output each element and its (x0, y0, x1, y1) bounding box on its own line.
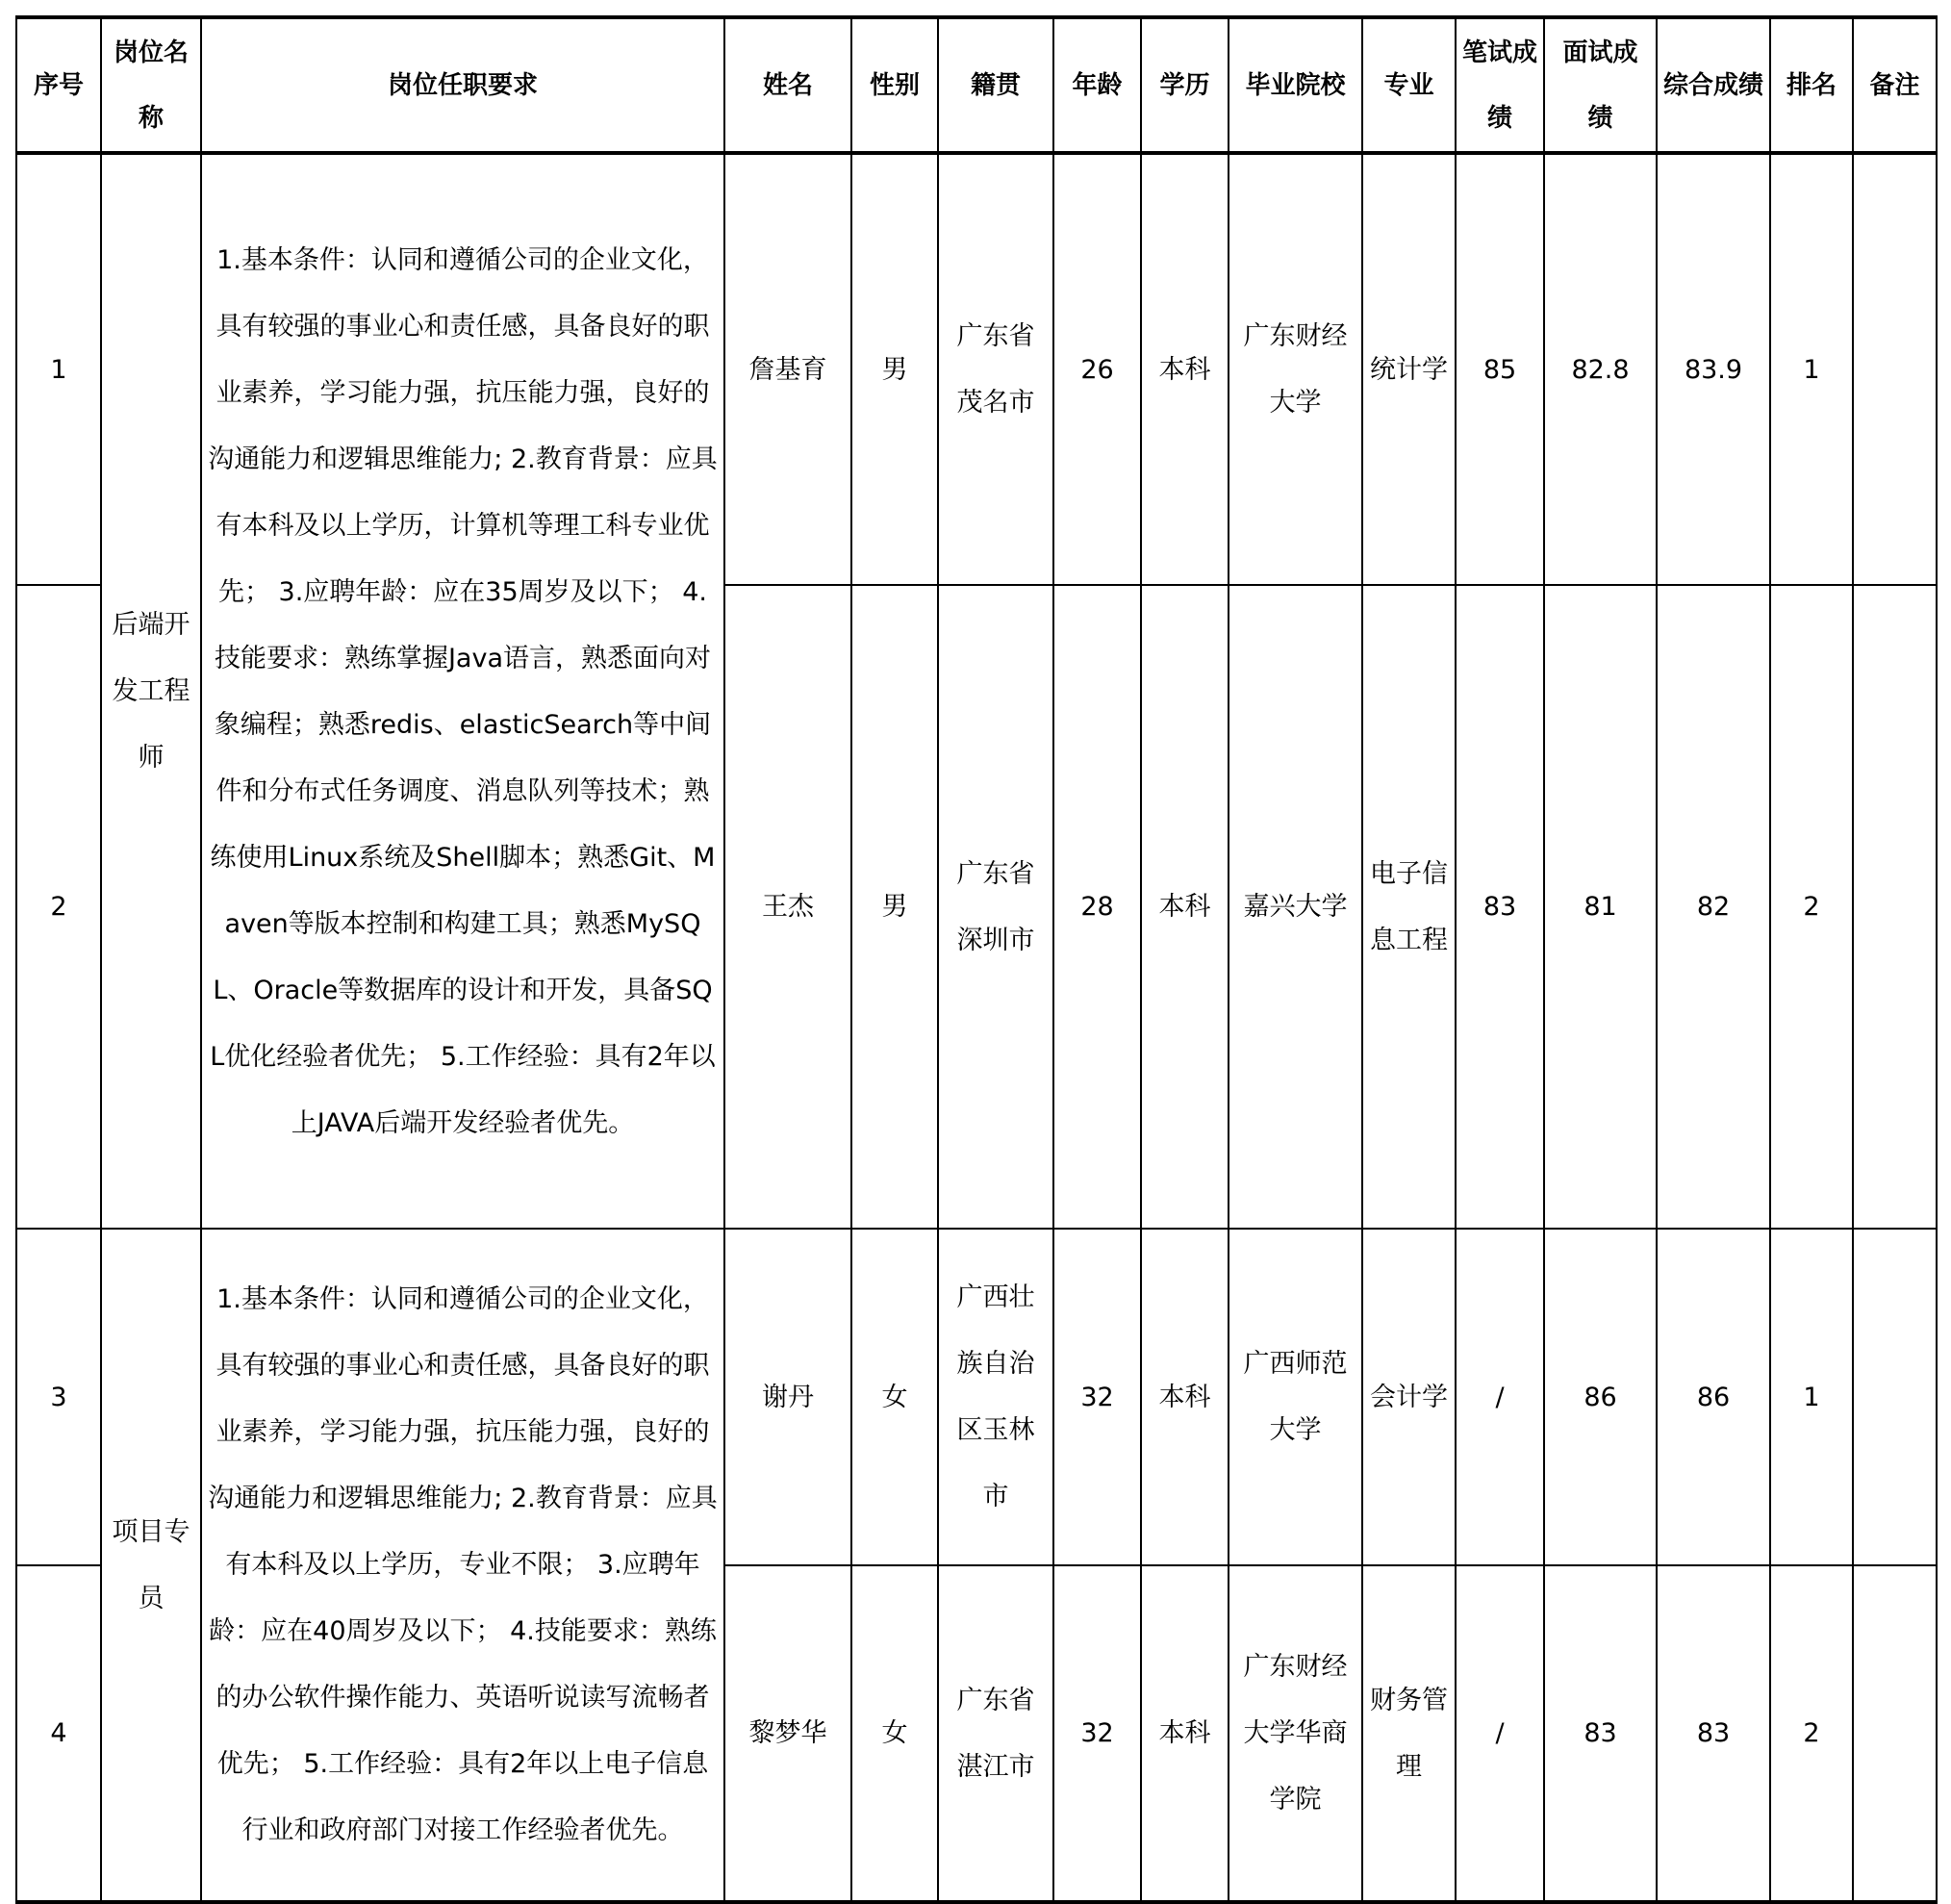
cell-remark (1853, 1565, 1937, 1902)
header-age: 年龄 (1053, 17, 1141, 153)
cell-origin: 广东省湛江市 (938, 1565, 1053, 1902)
cell-requirements: 1.基本条件：认同和遵循公司的企业文化，具有较强的事业心和责任感，具备良好的职业素养，学习能力强，抗压能力强，良好的沟通能力和逻辑思维能力; 2.教育背景：应具有本科及以上学历，专业不限； 3.应聘年龄：应在40周岁及以下； 4.技能要求：熟练的办公软件操作能力、英语听说读写流畅者优先； 5.工作经验：具有2年以上电子信息行业和政府部门对接工作经验者优先。 (201, 1229, 724, 1902)
cell-position: 项目专员 (101, 1229, 201, 1902)
cell-remark (1853, 1229, 1937, 1565)
cell-rank: 2 (1770, 585, 1853, 1229)
cell-rank: 1 (1770, 153, 1853, 585)
cell-interview-score: 81 (1544, 585, 1657, 1229)
cell-education: 本科 (1141, 1229, 1229, 1565)
cell-name: 詹基育 (724, 153, 851, 585)
header-seq: 序号 (16, 17, 101, 153)
candidate-score-table (15, 15, 1938, 1904)
cell-total-score: 86 (1657, 1229, 1770, 1565)
cell-written-score: 85 (1456, 153, 1544, 585)
cell-age: 32 (1053, 1565, 1141, 1902)
cell-remark (1853, 153, 1937, 585)
cell-total-score: 83.9 (1657, 153, 1770, 585)
cell-seq: 2 (16, 585, 101, 1229)
header-requirements: 岗位任职要求 (201, 17, 724, 153)
cell-interview-score: 82.8 (1544, 153, 1657, 585)
header-major: 专业 (1362, 17, 1456, 153)
header-rank: 排名 (1770, 17, 1853, 153)
cell-interview-score: 86 (1544, 1229, 1657, 1565)
cell-rank: 1 (1770, 1229, 1853, 1565)
header-name: 姓名 (724, 17, 851, 153)
cell-written-score: / (1456, 1565, 1544, 1902)
cell-school: 广西师范大学 (1229, 1229, 1362, 1565)
header-remark: 备注 (1853, 17, 1937, 153)
cell-origin: 广西壮族自治区玉林市 (938, 1229, 1053, 1565)
header-gender: 性别 (851, 17, 938, 153)
cell-age: 26 (1053, 153, 1141, 585)
cell-gender: 男 (851, 153, 938, 585)
cell-seq: 3 (16, 1229, 101, 1565)
cell-rank: 2 (1770, 1565, 1853, 1902)
cell-name: 王杰 (724, 585, 851, 1229)
table-row (16, 1229, 1937, 1565)
cell-major: 会计学 (1362, 1229, 1456, 1565)
cell-seq: 4 (16, 1565, 101, 1902)
header-education: 学历 (1141, 17, 1229, 153)
cell-education: 本科 (1141, 1565, 1229, 1902)
cell-written-score: / (1456, 1229, 1544, 1565)
header-position: 岗位名称 (101, 17, 201, 153)
cell-age: 32 (1053, 1229, 1141, 1565)
cell-total-score: 83 (1657, 1565, 1770, 1902)
cell-position: 后端开发工程师 (101, 153, 201, 1229)
header-interview-score: 面试成绩 (1544, 17, 1657, 153)
cell-origin: 广东省深圳市 (938, 585, 1053, 1229)
cell-seq: 1 (16, 153, 101, 585)
header-total-score: 综合成绩 (1657, 17, 1770, 153)
table-row (16, 153, 1937, 585)
cell-school: 广东财经大学华商学院 (1229, 1565, 1362, 1902)
cell-education: 本科 (1141, 153, 1229, 585)
cell-remark (1853, 585, 1937, 1229)
cell-major: 电子信息工程 (1362, 585, 1456, 1229)
cell-origin: 广东省茂名市 (938, 153, 1053, 585)
cell-major: 统计学 (1362, 153, 1456, 585)
cell-interview-score: 83 (1544, 1565, 1657, 1902)
cell-written-score: 83 (1456, 585, 1544, 1229)
header-origin: 籍贯 (938, 17, 1053, 153)
cell-gender: 女 (851, 1229, 938, 1565)
cell-school: 嘉兴大学 (1229, 585, 1362, 1229)
cell-education: 本科 (1141, 585, 1229, 1229)
cell-name: 谢丹 (724, 1229, 851, 1565)
cell-gender: 女 (851, 1565, 938, 1902)
cell-requirements: 1.基本条件：认同和遵循公司的企业文化，具有较强的事业心和责任感，具备良好的职业素养，学习能力强，抗压能力强，良好的沟通能力和逻辑思维能力; 2.教育背景：应具有本科及以上学历，计算机等理工科专业优先； 3.应聘年龄：应在35周岁及以下； 4.技能要求：熟练掌握Java语言，熟悉面向对象编程；熟悉redis、elasticSearch等中间件和分布式任务调度、消息队列等技术；熟练使用Linux系统及Shell脚本；熟悉Git、Maven等版本控制和构建工具；熟悉MySQL、Oracle等数据库的设计和开发，具备SQL优化经验者优先； 5.工作经验：具有2年以上JAVA后端开发经验者优先。 (201, 153, 724, 1229)
cell-major: 财务管理 (1362, 1565, 1456, 1902)
header-written-score: 笔试成绩 (1456, 17, 1544, 153)
header-school: 毕业院校 (1229, 17, 1362, 153)
header-row (16, 17, 1937, 153)
cell-gender: 男 (851, 585, 938, 1229)
cell-school: 广东财经大学 (1229, 153, 1362, 585)
cell-age: 28 (1053, 585, 1141, 1229)
cell-name: 黎梦华 (724, 1565, 851, 1902)
cell-total-score: 82 (1657, 585, 1770, 1229)
